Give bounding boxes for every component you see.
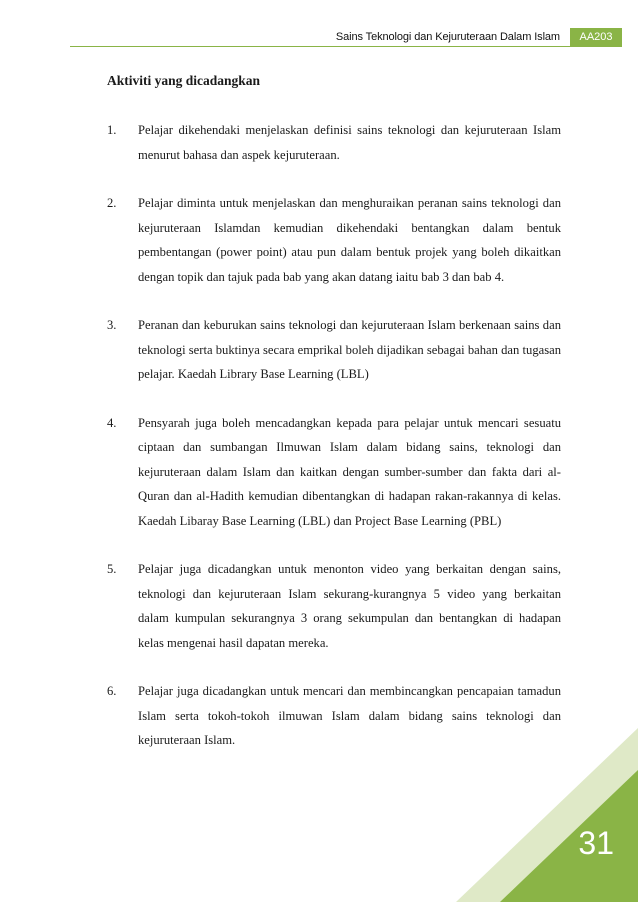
item-number: 1.	[107, 123, 117, 137]
list-item	[107, 191, 561, 289]
header-divider	[70, 46, 622, 47]
item-text: Pensyarah juga boleh mencadangkan kepada para pelajar untuk mencari sesuatu ciptaan dan sumbangan Ilmuwan Islam dalam bidang sains, teknologi dan kejuruteraan dalam Islam dan kaitkan dengan sumber-sumber dan fakta dari al-Quran dan al-Hadith kemudian dibentangkan di hadapan rakan-rakannya di kelas. Kaedah Libaray Base Learning (LBL) dan Project Base Learning (PBL)	[138, 415, 561, 528]
item-number: 5.	[107, 562, 117, 576]
item-text: Pelajar juga dicadangkan untuk mencari dan membincangkan pencapaian tamadun Islam serta tokoh-tokoh ilmuwan Islam dalam bidang sains teknologi dan kejuruteraan Islam.	[138, 684, 561, 747]
list-item	[107, 118, 561, 167]
item-text: Pelajar juga dicadangkan untuk menonton video yang berkaitan dengan sains, teknologi dan kejuruteraan Islam sekurang-kurangnya 5 video yang berkaitan dalam kumpulan sekurangnya 3 orang sekumpulan dan bentangkan di hadapan kelas mengenai hasil dapatan mereka.	[138, 562, 561, 650]
list-item	[107, 557, 561, 655]
course-code-badge: AA203	[570, 28, 622, 46]
list-item	[107, 313, 561, 387]
list-item	[107, 411, 561, 534]
item-text: Peranan dan keburukan sains teknologi dan kejuruteraan Islam berkenaan sains dan teknologi serta buktinya secara emprikal boleh dijadikan sebagai bahan dan tugasan pelajar. Kaedah Library Base Learning (LBL)	[138, 318, 561, 381]
item-text: Pelajar diminta untuk menjelaskan dan menghuraikan peranan sains teknologi dan kejuruteraan Islamdan kemudian dikehendaki bentangkan dalam bentuk pembentangan (power point) atau pun dalam bentuk projek yang boleh dikaitkan dengan topik dan tajuk pada bab yang akan datang iaitu bab 3 dan bab 4.	[138, 196, 561, 284]
item-number: 2.	[107, 196, 117, 210]
corner-decoration	[456, 728, 638, 902]
activity-list	[107, 118, 561, 777]
section-title: Aktiviti yang dicadangkan	[107, 73, 261, 88]
header-title: Sains Teknologi dan Kejuruteraan Dalam Islam	[335, 31, 560, 43]
item-number: 4.	[107, 415, 117, 430]
item-number: 3.	[107, 318, 117, 332]
item-text: Pelajar dikehendaki menjelaskan definisi sains teknologi dan kejuruteraan Islam menurut bahasa dan aspek kejuruteraan.	[138, 123, 561, 162]
item-number: 6.	[107, 684, 117, 698]
page-header	[336, 28, 638, 46]
page-number: 31	[578, 825, 614, 861]
